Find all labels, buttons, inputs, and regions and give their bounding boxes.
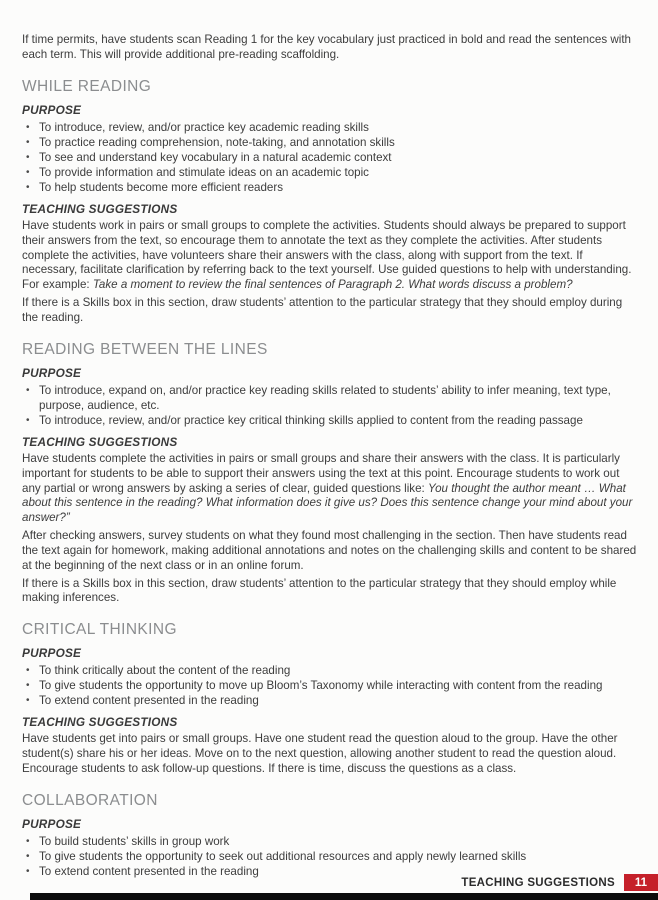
purpose-item: • To practice reading comprehension, note-taking, and annotation skills <box>22 135 638 150</box>
text-run: Have students work in pairs or small groups to complete the activities. Students should always be prepared to support their answers from the text, so encourage them to annotate the text as they complete the activities. After students complete the activities, have volunteers share their answers with the class, along with support from the text. If necessary, facilitate clarification by referring back to the text yourself. Use guided questions to help with understanding. For example: <box>22 218 632 292</box>
page-footer <box>0 874 658 891</box>
purpose-item: • To introduce, review, and/or practice key critical thinking skills applied to content from the reading passage <box>22 413 638 428</box>
document-section <box>22 792 638 879</box>
teaching-suggestions-heading: TEACHING SUGGESTIONS <box>22 201 178 216</box>
purpose-heading: PURPOSE <box>22 816 82 831</box>
purpose-list <box>22 383 638 428</box>
document-section <box>22 78 638 326</box>
teaching-paragraph <box>22 529 638 573</box>
text-run: Have students get into pairs or small groups. Have one student read the question aloud to the group. Have the other student(s) share his or her ideas. Move on to the next question, allowing another student to read the question aloud. Encourage students to ask follow-up questions. If there is time, discuss the questions as a class. <box>22 732 618 776</box>
purpose-item: • To introduce, expand on, and/or practice key reading skills related to students’ ability to infer meaning, text type, purpose, audience, etc. <box>22 383 638 413</box>
purpose-list <box>22 120 638 195</box>
purpose-heading: PURPOSE <box>22 365 82 380</box>
section-heading: CRITICAL THINKING <box>22 621 177 639</box>
section-heading: WHILE READING <box>22 77 152 95</box>
purpose-item: • To introduce, review, and/or practice key academic reading skills <box>22 120 638 135</box>
italic-run: You thought the author meant … What about this sentence in the reading? What information does it give us? Does this sentence change your mind about your answer?” <box>22 481 633 525</box>
page-number-badge: 11 <box>624 874 658 891</box>
purpose-item: • To give students the opportunity to seek out additional resources and apply newly learned skills <box>22 849 638 864</box>
document-section <box>22 621 638 777</box>
purpose-heading: PURPOSE <box>22 102 82 117</box>
purpose-heading: PURPOSE <box>22 646 82 661</box>
purpose-item: • To think critically about the content of the reading <box>22 663 638 678</box>
purpose-item: • To help students become more efficient readers <box>22 180 638 195</box>
purpose-item: • To give students the opportunity to move up Bloom’s Taxonomy while interacting with content from the reading <box>22 678 638 693</box>
purpose-list <box>22 834 638 879</box>
purpose-item: • To build students’ skills in group work <box>22 834 638 849</box>
purpose-list <box>22 663 638 708</box>
purpose-item: • To see and understand key vocabulary in a natural academic context <box>22 150 638 165</box>
teaching-paragraph <box>22 452 638 526</box>
teaching-paragraph <box>22 219 638 293</box>
italic-run: Take a moment to review the final sentences of Paragraph 2. What words discuss a problem? <box>92 278 573 292</box>
footer-section-label: TEACHING SUGGESTIONS <box>461 876 615 889</box>
document-section <box>22 341 638 606</box>
scan-edge-bar <box>30 893 658 900</box>
text-run: After checking answers, survey students on what they found most challenging in the section. Then have students read the text again for homework, making additional annotations and notes on the challenging skills and content to be shared at the beginning of the next class or in an online forum. <box>22 529 637 572</box>
teaching-paragraph <box>22 577 638 607</box>
purpose-item: • To extend content presented in the reading <box>22 693 638 708</box>
text-run: If there is a Skills box in this section, draw students’ attention to the particular strategy that they should employ while making inferences. <box>22 576 617 605</box>
teaching-paragraph <box>22 732 638 776</box>
text-run: Have students complete the activities in pairs or small groups and share their answers with the class. It is particularly important for students to be able to support their answers using the text at this point. Encourage students to work out any partial or wrong answers by asking a series of clear, guided questions like: <box>22 451 620 495</box>
teaching-paragraph <box>22 296 638 326</box>
section-heading: COLLABORATION <box>22 791 158 809</box>
section-heading: READING BETWEEN THE LINES <box>22 340 268 358</box>
teaching-suggestions-heading: TEACHING SUGGESTIONS <box>22 434 178 449</box>
purpose-item: • To extend content presented in the reading <box>22 864 638 879</box>
text-run: If there is a Skills box in this section, draw students’ attention to the particular strategy that they should employ during the reading. <box>22 296 623 324</box>
sections-container <box>22 78 638 879</box>
purpose-item: • To provide information and stimulate ideas on an academic topic <box>22 165 638 180</box>
teaching-suggestions-heading: TEACHING SUGGESTIONS <box>22 715 178 730</box>
intro-paragraph: If time permits, have students scan Reading 1 for the key vocabulary just practiced in bold and read the sentences with each term. This will provide additional pre-reading scaffolding. <box>22 33 632 61</box>
